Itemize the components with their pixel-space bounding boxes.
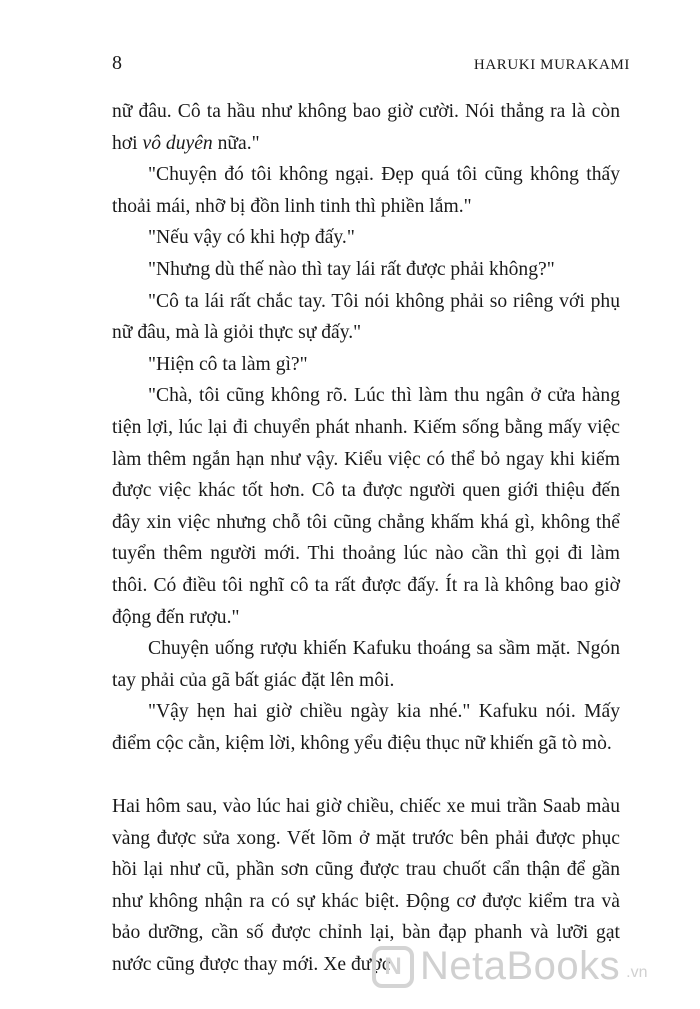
watermark-suffix: .vn bbox=[626, 963, 648, 981]
watermark-text: NetaBooks bbox=[420, 944, 621, 988]
running-head-author: HARUKI MURAKAMI bbox=[473, 57, 630, 73]
netabooks-logo-icon: N bbox=[372, 946, 414, 988]
watermark bbox=[372, 944, 648, 989]
paragraph: "Vậy hẹn hai giờ chiều ngày kia nhé." Kafuku nói. Mấy điểm cộc cằn, kiệm lời, không yểu điệu thục nữ khiến gã tò mò. bbox=[112, 701, 620, 754]
paragraph: Hai hôm sau, vào lúc hai giờ chiều, chiếc xe mui trần Saab màu vàng được sửa xong. Vết lõm ở mặt trước bên phải được phục hồi lại như cũ, phần sơn cũng được trau chuốt cẩn thận để gần như không nhận ra có sự khác biệt. Động cơ được kiểm tra và bảo dưỡng, cần số được chỉnh lại, bàn đạp phanh và lưỡi gạt nước cũng được thay mới. Xe được bbox=[112, 796, 620, 976]
italic-phrase: vô duyên bbox=[142, 132, 213, 154]
paragraph: "Chà, tôi cũng không rõ. Lúc thì làm thu ngân ở cửa hàng tiện lợi, lúc lại đi chuyển phát nhanh. Kiếm sống bằng mấy việc làm thêm ngắn hạn như vậy. Kiểu việc có thể bỏ ngay khi kiếm được việc khác tốt hơn. Cô ta được người quen giới thiệu đến đây xin việc nhưng chỗ tôi cũng chẳng khấm khá gì, không thể tuyển thêm người mới. Thi thoảng lúc nào cần thì gọi đi làm thôi. Có điều tôi nghĩ cô ta rất được đấy. Ít ra là không bao giờ động đến rượu." bbox=[112, 385, 620, 628]
text-run: nữa." bbox=[212, 132, 260, 154]
paragraph: Chuyện uống rượu khiến Kafuku thoáng sa sầm mặt. Ngón tay phải của gã bất giác đặt lên môi. bbox=[112, 638, 620, 691]
page-number: 8 bbox=[112, 52, 122, 74]
section-break bbox=[112, 759, 620, 791]
body-text bbox=[112, 96, 620, 981]
paragraph: "Chuyện đó tôi không ngại. Đẹp quá tôi cũng không thấy thoải mái, nhỡ bị đồn linh tinh thì phiền lắm." bbox=[112, 164, 620, 217]
paragraph: "Hiện cô ta làm gì?" bbox=[148, 353, 308, 375]
page-header bbox=[112, 52, 630, 75]
text-run: nữ đâu. Cô ta hầu như không bao giờ cười. Nói thẳng ra là còn hơi bbox=[112, 101, 620, 154]
paragraph: "Cô ta lái rất chắc tay. Tôi nói không phải so riêng với phụ nữ đâu, mà là giỏi thực sự đấy." bbox=[112, 290, 620, 344]
paragraph: "Nhưng dù thế nào thì tay lái rất được phải không?" bbox=[148, 258, 555, 280]
paragraph: "Nếu vậy có khi hợp đấy." bbox=[148, 227, 355, 249]
paragraph bbox=[112, 96, 620, 159]
